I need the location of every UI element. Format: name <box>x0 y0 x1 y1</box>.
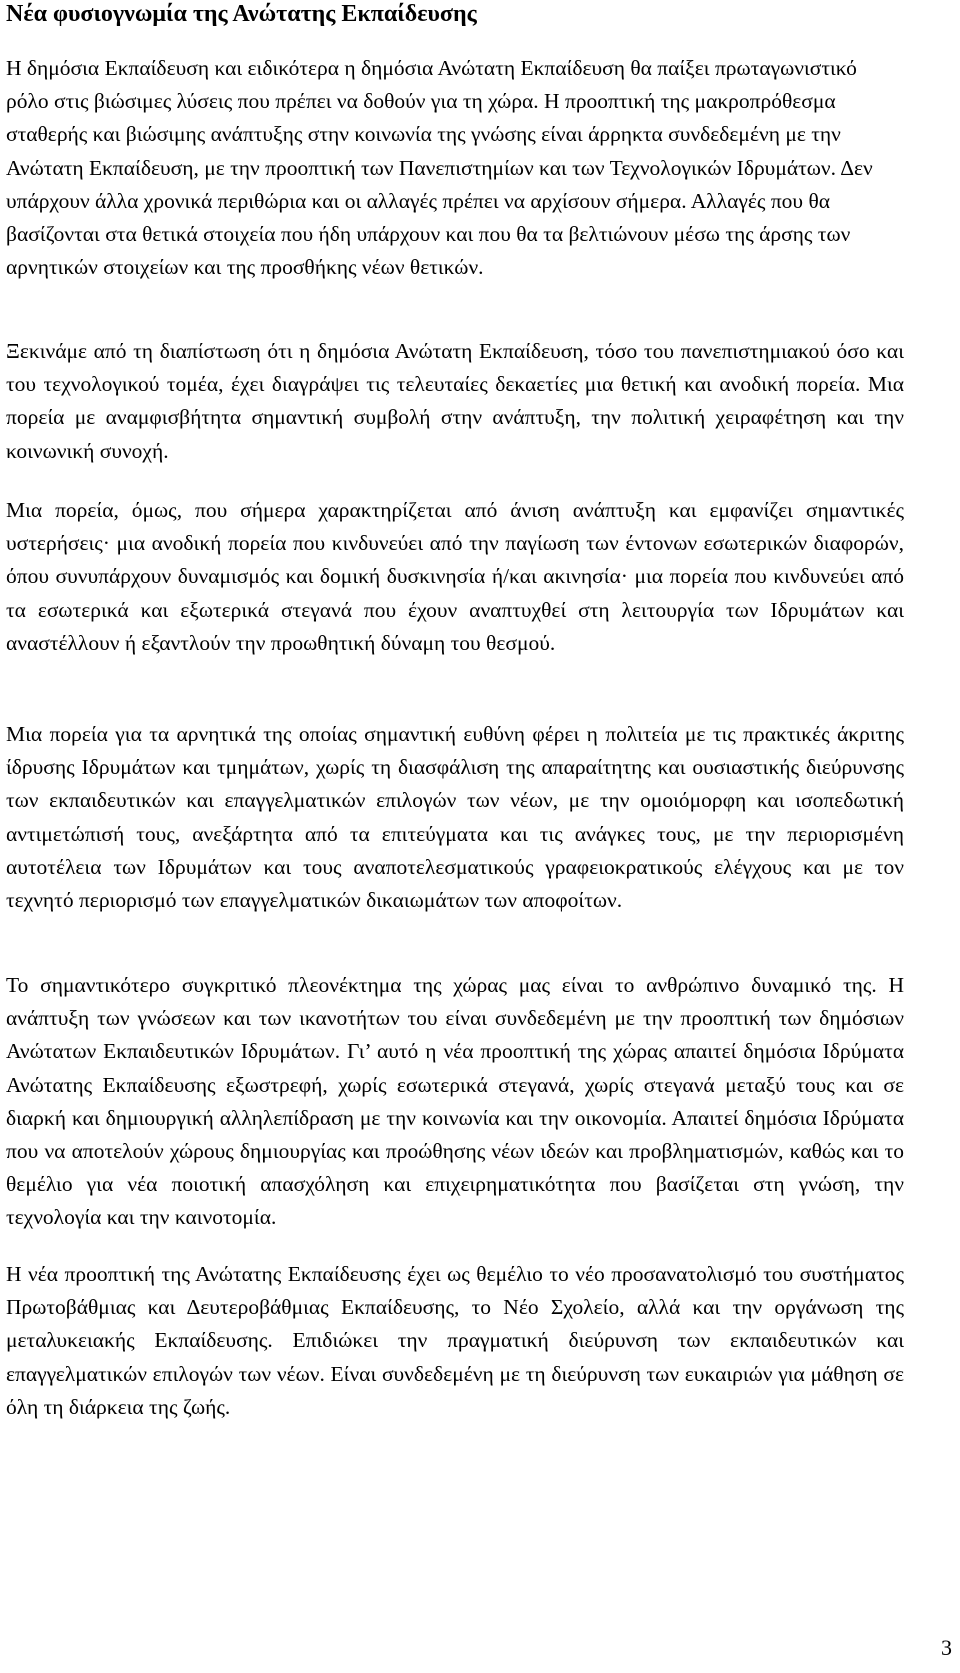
paragraph-4: Μια πορεία για τα αρνητικά της οποίας σημαντική ευθύνη φέρει η πολιτεία με τις πρακτικές άκριτης ίδρυσης Ιδρυμάτων και τμημάτων, χωρίς τη διασφάλιση της απαραίτητης και ουσιαστικής διεύρυνσης των εκπαιδευτικών και επαγγελματικών επιλογών των νέων, με την ομοιόμορφη και ισοπεδωτική αντιμετώπισή τους, ανεξάρτητα από τα επιτεύγματα και τις ανάγκες τους, με την περιορισμένη αυτοτέλεια των Ιδρυμάτων και τους αναποτελεσματικούς γραφειοκρατικούς ελέγχους και με τον τεχνητό περιορισμό των επαγγελματικών δικαιωμάτων των αποφοίτων. <box>6 722 904 913</box>
paragraph-6: Η νέα προοπτική της Ανώτατης Εκπαίδευσης έχει ως θεμέλιο το νέο προσανατολισμό του συστήματος Πρωτοβάθμιας και Δευτεροβάθμιας Εκπαίδευσης, το Νέο Σχολείο, αλλά και την οργάνωση της μεταλυκειακής Εκπαίδευσης. Επιδιώκει την πραγματική διεύρυνση των εκπαιδευτικών και επαγγελματικών επιλογών των νέων. Είναι συνδεδεμένη με τη διεύρυνση των ευκαιριών για μάθηση σε όλη τη διάρκεια της ζωής. <box>6 1262 904 1419</box>
paragraph-2: Ξεκινάμε από τη διαπίστωση ότι η δημόσια Ανώτατη Εκπαίδευση, τόσο του πανεπιστημιακού όσο και του τεχνολογικού τομέα, έχει διαγράψει τις τελευταίες δεκαετίες μια θετική και ανοδική πορεία. Μια πορεία με αναμφισβήτητα σημαντική συμβολή στην ανάπτυξη, την πολιτική χειραφέτηση και την κοινωνική συνοχή. <box>6 339 904 463</box>
document-page <box>6 0 904 1419</box>
paragraph-5: Το σημαντικότερο συγκριτικό πλεονέκτημα της χώρας μας είναι το ανθρώπινο δυναμικό της. Η ανάπτυξη των γνώσεων και των ικανοτήτων του είναι συνδεδεμένη με την προοπτική των δημόσιων Ανώτατων Εκπαιδευτικών Ιδρυμάτων. Γι’ αυτό η νέα προοπτική της χώρας απαιτεί δημόσια Ιδρύματα Ανώτατης Εκπαίδευσης εξωστρεφή, χωρίς εσωτερικά στεγανά, χωρίς στεγανά μεταξύ τους και σε διαρκή και δημιουργική αλληλεπίδραση με την κοινωνία και την οικονομία. Απαιτεί δημόσια Ιδρύματα που να αποτελούν χώρους δημιουργίας και προώθησης νέων ιδεών και προβληματισμών, καθώς και το θεμέλιο για νέα ποιοτική απασχόληση και επιχειρηματικότητα που βασίζεται στη γνώση, την τεχνολογία και την καινοτομία. <box>6 973 904 1230</box>
document-title: Νέα φυσιογνωμία της Ανώτατης Εκπαίδευσης <box>6 1 477 27</box>
page-number: 3 <box>941 1635 952 1660</box>
paragraph-3: Μια πορεία, όμως, που σήμερα χαρακτηρίζεται από άνιση ανάπτυξη και εμφανίζει σημαντικές υστερήσεις· μια ανοδική πορεία που κινδυνεύει από την παγίωση των έντονων εσωτερικών διαφορών, όπου συνυπάρχουν δυναμισμός και δομική δυσκινησία ή/και ακινησία· μια πορεία που κινδυνεύει από τα εσωτερικά και εξωτερικά στεγανά που έχουν αναπτυχθεί στη λειτουργία των Ιδρυμάτων και αναστέλλουν ή εξαντλούν την προωθητική δύναμη του θεσμού. <box>6 498 904 655</box>
paragraph-1: Η δημόσια Εκπαίδευση και ειδικότερα η δημόσια Ανώτατη Εκπαίδευση θα παίξει πρωταγωνιστικό ρόλο στις βιώσιμες λύσεις που πρέπει να δοθούν για τη χώρα. Η προοπτική της μακροπρόθεσμα σταθερής και βιώσιμης ανάπτυξης στην κοινωνία της γνώσης είναι άρρηκτα συνδεδεμένη με την Ανώτατη Εκπαίδευση, με την προοπτική των Πανεπιστημίων και των Τεχνολογικών Ιδρυμάτων. Δεν υπάρχουν άλλα χρονικά περιθώρια και οι αλλαγές πρέπει να αρχίσουν σήμερα. Αλλαγές που θα βασίζονται στα θετικά στοιχεία που ήδη υπάρχουν και που θα τα βελτιώνουν μέσω της άρσης των αρνητικών στοιχείων και της προσθήκης νέων θετικών. <box>6 56 873 280</box>
